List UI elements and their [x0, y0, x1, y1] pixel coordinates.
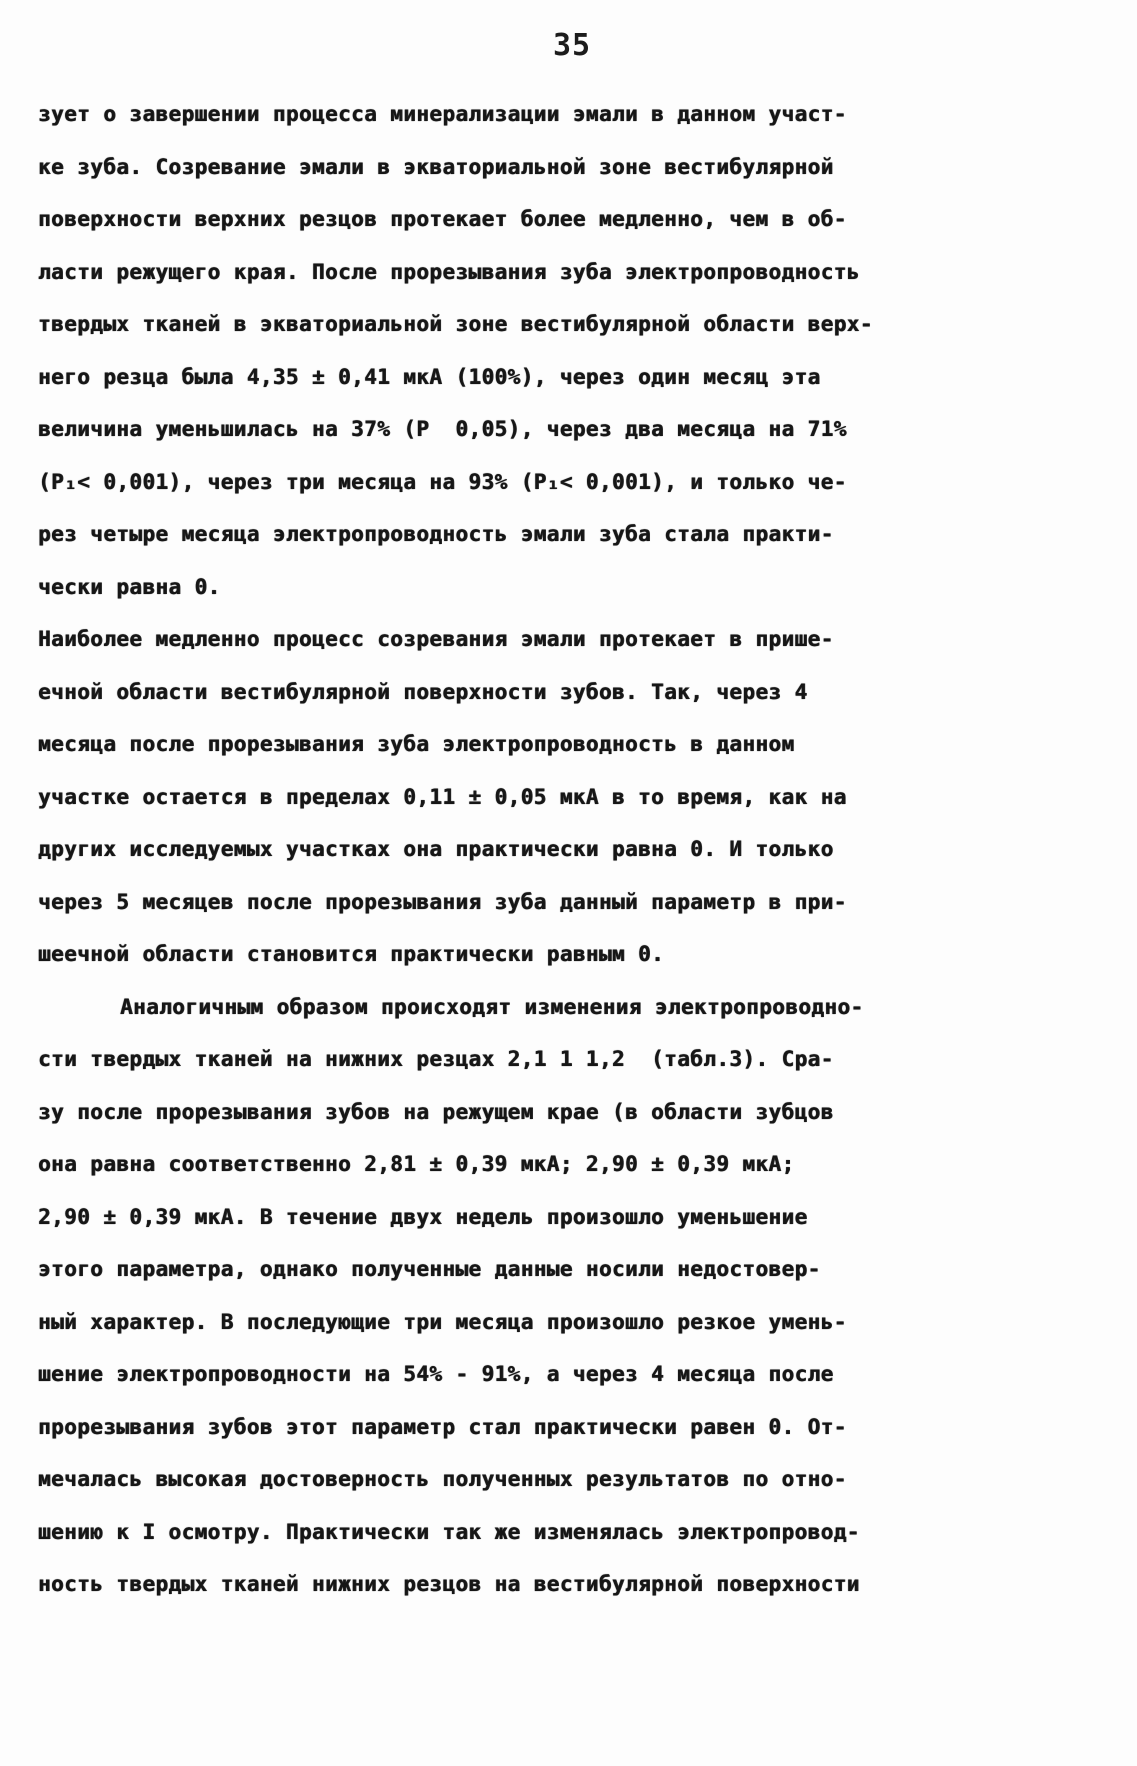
text-line: этого параметра, однако полученные данные носили недостовер-	[38, 1257, 821, 1281]
text-line: твердых тканей в экваториальной зоне вестибулярной области верх-	[38, 312, 873, 336]
text-line: Аналогичным образом происходят изменения электропроводно-	[120, 994, 864, 1019]
text-line: месяца после прорезывания зуба электропроводность в данном	[38, 732, 795, 756]
text-line: рез четыре месяца электропроводность эмали зуба стала практи-	[38, 522, 834, 546]
text-line: чески равна 0.	[38, 574, 221, 599]
text-line: ласти режущего края. После прорезывания зуба электропроводность	[38, 259, 860, 284]
text-line: мечалась высокая достоверность полученных результатов по отно-	[38, 1467, 847, 1491]
text-line: ке зуба. Созревание эмали в экваториальной зоне вестибулярной	[38, 154, 834, 179]
text-line: через 5 месяцев после прорезывания зуба данный параметр в при-	[38, 889, 847, 914]
text-line: поверхности верхних резцов протекает более медленно, чем в об-	[38, 207, 847, 231]
text-line: сти твердых тканей на нижних резцах 2,1 1 1,2 (табл.3). Сра-	[38, 1047, 834, 1071]
text-line: величина уменьшилась на 37% (P 0,05), через два месяца на 71%	[38, 417, 847, 441]
text-line: 2,90 ± 0,39 мкА. В течение двух недель произошло уменьшение	[38, 1204, 808, 1229]
text-line: шеечной области становится практически равным 0.	[38, 942, 665, 966]
text-line: шение электропроводности на 54% - 91%, а через 4 месяца после	[38, 1362, 834, 1386]
text-line: других исследуемых участках она практически равна 0. И только	[38, 837, 834, 861]
text-line: шению к I осмотру. Практически так же изменялась электропровод-	[38, 1519, 860, 1544]
text-line: она равна соответственно 2,81 ± 0,39 мкА; 2,90 ± 0,39 мкА;	[38, 1152, 795, 1176]
text-line: участке остается в пределах 0,11 ± 0,05 мкА в то время, как на	[38, 784, 847, 809]
text-line: прорезывания зубов этот параметр стал практически равен 0. От-	[38, 1414, 847, 1439]
text-line: зует о завершении процесса минерализации эмали в данном участ-	[38, 102, 847, 126]
text-line: Наиболее медленно процесс созревания эмали протекает в прише-	[38, 627, 834, 651]
page-number: 35	[553, 28, 592, 63]
body-text	[38, 88, 1098, 1611]
text-line: ечной области вестибулярной поверхности зубов. Так, через 4	[38, 679, 808, 704]
text-line: (P₁< 0,001), через три месяца на 93% (P₁< 0,001), и только че-	[38, 469, 847, 494]
text-line: зу после прорезывания зубов на режущем крае (в области зубцов	[38, 1099, 834, 1124]
text-line: ный характер. В последующие три месяца произошло резкое умень-	[38, 1309, 847, 1334]
text-line: него резца была 4,35 ± 0,41 мкА (100%), через один месяц эта	[38, 364, 821, 389]
text-line: ность твердых тканей нижних резцов на вестибулярной поверхности	[38, 1572, 860, 1596]
